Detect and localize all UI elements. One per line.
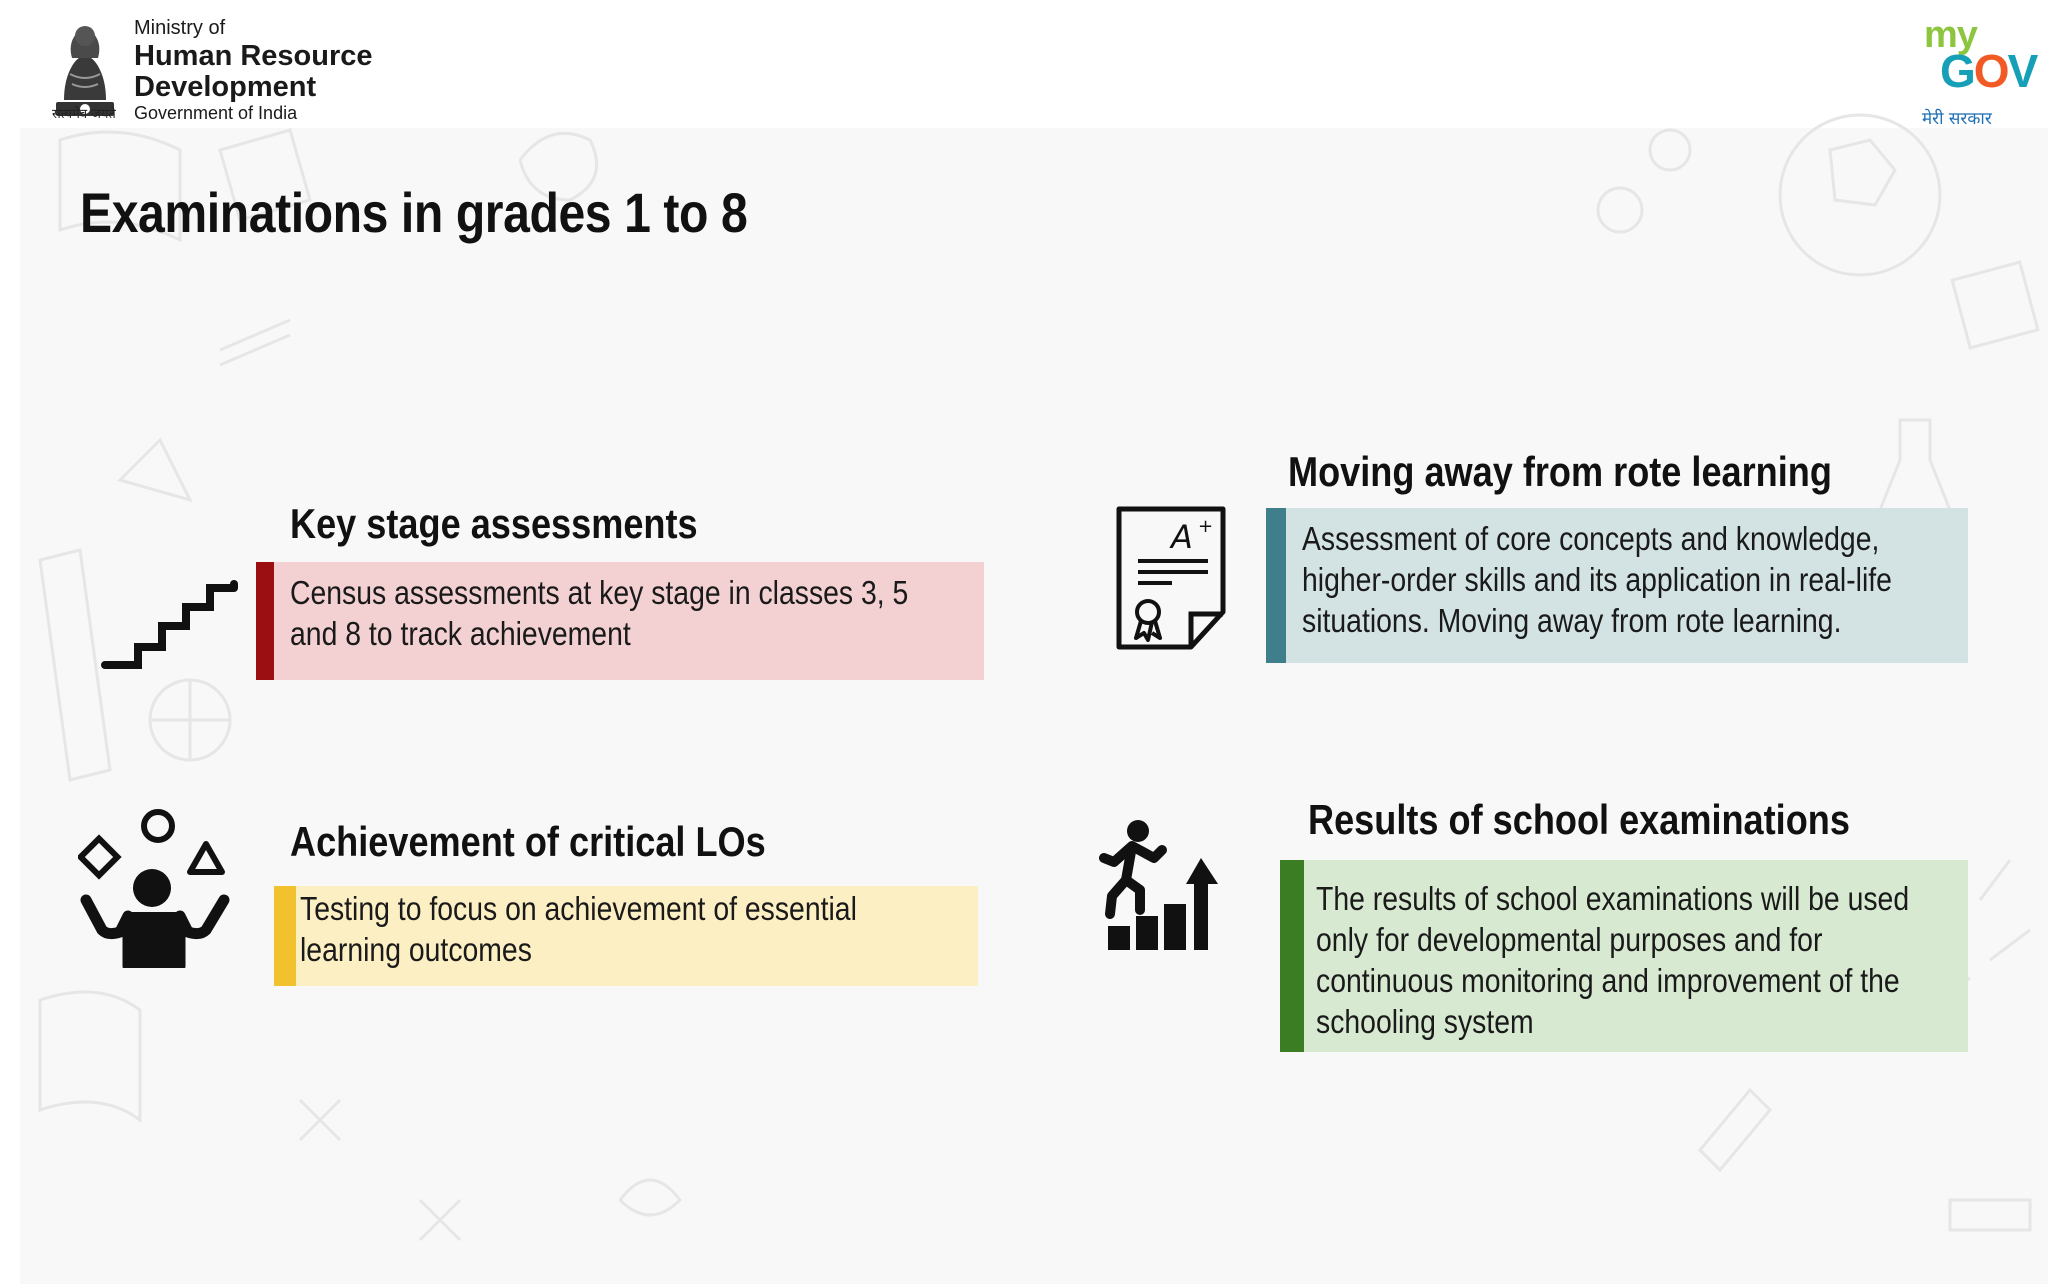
svg-text:+: + — [1198, 516, 1214, 537]
mygov-logo-gov: GOV — [1940, 45, 2037, 97]
card-text: Testing to focus on achievement of essential learning outcomes — [300, 890, 857, 968]
card-box-rote-learning — [1266, 508, 1968, 663]
svg-text:A: A — [1171, 518, 1193, 556]
emblem-caption: सत्यमेव जयते — [52, 107, 116, 122]
ministry-line-4: Government of India — [134, 103, 298, 123]
ministry-line-2: Human Resource — [134, 40, 373, 72]
card-text: Assessment of core concepts and knowledge, higher-order skills and its application in real-life situations. Moving away from rote learning. — [1302, 520, 1892, 639]
card-heading-critical-los: Achievement of critical LOs — [290, 818, 766, 865]
stairs-icon — [100, 562, 240, 672]
ministry-logo-text — [134, 18, 373, 122]
card-heading-key-stage: Key stage assessments — [290, 500, 698, 547]
mygov-logo-hindi: मेरी सरकार — [1922, 109, 1992, 129]
card-box-critical-los — [274, 886, 978, 986]
card-box-key-stage — [256, 562, 984, 680]
ministry-line-3: Development — [134, 71, 317, 103]
card-heading-school-results: Results of school examinations — [1308, 796, 1850, 843]
card-accent-bar — [1266, 508, 1286, 663]
card-accent-bar — [274, 886, 296, 986]
card-text: The results of school examinations will be used only for developmental purposes and for continuous monitoring and improvement of the schooling system — [1316, 880, 1910, 1040]
card-accent-bar — [1280, 860, 1304, 1052]
card-box-school-results — [1280, 860, 1968, 1052]
mygov-logo — [1918, 14, 2043, 129]
card-heading-rote-learning: Moving away from rote learning — [1288, 448, 1832, 495]
ministry-line-1: Ministry of — [134, 17, 226, 39]
climbing-growth-chart-icon — [1096, 818, 1228, 956]
juggling-person-icon — [78, 808, 238, 968]
page-title: Examinations in grades 1 to 8 — [80, 181, 748, 244]
graded-certificate-icon — [1116, 506, 1228, 650]
card-text: Census assessments at key stage in classes 3, 5 and 8 to track achievement — [290, 574, 909, 652]
mygov-logo-my: my — [1924, 14, 1977, 56]
card-accent-bar — [256, 562, 274, 680]
